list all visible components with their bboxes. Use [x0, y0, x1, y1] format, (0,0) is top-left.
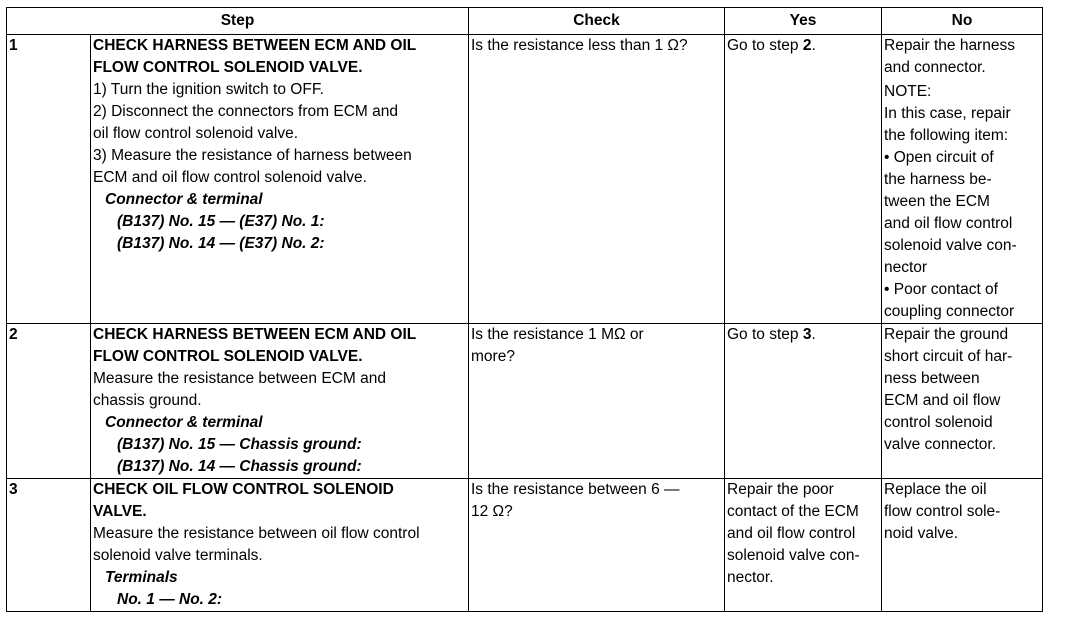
step-number: 1	[7, 35, 91, 324]
step-number: 2	[7, 324, 91, 479]
check-line: more?	[471, 348, 515, 365]
instruction-line: oil flow control solenoid valve.	[93, 125, 299, 142]
step-title: FLOW CONTROL SOLENOID VALVE.	[93, 348, 363, 365]
diagnostic-table	[6, 7, 1043, 612]
instruction-line: Measure the resistance between ECM and	[93, 370, 386, 387]
yes-step-number: 3	[802, 326, 812, 343]
yes-line: and oil flow control	[727, 525, 856, 542]
yes-text: Go to step	[727, 326, 803, 343]
instruction-line: Measure the resistance between oil flow control	[93, 525, 420, 542]
step-number: 3	[7, 479, 91, 612]
yes-text-end: .	[811, 37, 816, 54]
no-line: ness between	[884, 370, 980, 387]
no-line: ECM and oil flow	[884, 392, 1001, 409]
step-title: CHECK HARNESS BETWEEN ECM AND OIL	[93, 326, 417, 343]
yes-line: nector.	[727, 569, 774, 586]
check-line: 12 Ω?	[471, 503, 513, 520]
yes-cell	[725, 35, 882, 324]
terminal-line: (B137) No. 14 — (E37) No. 2:	[117, 235, 325, 252]
header-row	[7, 8, 1043, 35]
no-line: flow control sole-	[884, 503, 1001, 520]
instruction-line: 3) Measure the resistance of harness between	[93, 147, 412, 164]
step-cell	[91, 35, 469, 324]
yes-line: solenoid valve con-	[727, 547, 860, 564]
terminal-line: (B137) No. 15 — Chassis ground:	[117, 436, 362, 453]
bullet-line: coupling connector	[884, 303, 1015, 320]
header-check: Check	[469, 8, 725, 35]
table-row	[7, 324, 1043, 479]
bullet-item: • Poor contact of	[884, 279, 1040, 301]
terminal-line: (B137) No. 14 — Chassis ground:	[117, 458, 362, 475]
yes-line: contact of the ECM	[727, 503, 859, 520]
yes-cell	[725, 324, 882, 479]
check-cell	[469, 479, 725, 612]
step-cell	[91, 479, 469, 612]
instruction-line: ECM and oil flow control solenoid valve.	[93, 169, 367, 186]
no-cell	[882, 35, 1043, 324]
step-title: VALVE.	[93, 503, 147, 520]
connector-label: Connector & terminal	[105, 191, 263, 208]
no-line: and connector.	[884, 59, 986, 76]
bullet-line: nector	[884, 259, 928, 276]
header-no: No	[882, 8, 1043, 35]
bullet-line: solenoid valve con-	[884, 237, 1017, 254]
bullet-line: the harness be-	[884, 171, 992, 188]
connector-label: Connector & terminal	[105, 414, 263, 431]
no-cell	[882, 324, 1043, 479]
bullet-line: tween the ECM	[884, 193, 990, 210]
bullet-item: • Open circuit of	[884, 147, 1040, 169]
terminals-label: Terminals	[105, 569, 178, 586]
no-line: control solenoid	[884, 414, 993, 431]
note-line: In this case, repair	[884, 105, 1011, 122]
note-line: the following item:	[884, 127, 1009, 144]
yes-line: Repair the poor	[727, 481, 834, 498]
instruction-line: solenoid valve terminals.	[93, 547, 263, 564]
step-title: CHECK HARNESS BETWEEN ECM AND OIL	[93, 37, 417, 54]
yes-text: Go to step	[727, 37, 803, 54]
check-line: Is the resistance 1 MΩ or	[471, 326, 644, 343]
check-cell	[469, 324, 725, 479]
table-row	[7, 35, 1043, 324]
no-line: Repair the ground	[884, 326, 1009, 343]
terminal-line: (B137) No. 15 — (E37) No. 1:	[117, 213, 325, 230]
bullet-line: and oil flow control	[884, 215, 1013, 232]
yes-text-end: .	[811, 326, 816, 343]
no-line: short circuit of har-	[884, 348, 1013, 365]
instruction-line: 1) Turn the ignition switch to OFF.	[93, 81, 324, 98]
step-title: CHECK OIL FLOW CONTROL SOLENOID	[93, 481, 394, 498]
yes-step-number: 2	[802, 37, 812, 54]
no-line: noid valve.	[884, 525, 959, 542]
step-cell	[91, 324, 469, 479]
check-cell: Is the resistance less than 1 Ω?	[469, 35, 725, 324]
header-yes: Yes	[725, 8, 882, 35]
table-row	[7, 479, 1043, 612]
instruction-line: chassis ground.	[93, 392, 202, 409]
no-cell	[882, 479, 1043, 612]
step-title: FLOW CONTROL SOLENOID VALVE.	[93, 59, 363, 76]
no-line: valve connector.	[884, 436, 997, 453]
no-line: Repair the harness	[884, 37, 1015, 54]
note-label: NOTE:	[884, 83, 932, 100]
yes-cell	[725, 479, 882, 612]
terminal-line: No. 1 — No. 2:	[117, 591, 223, 608]
instruction-line: 2) Disconnect the connectors from ECM and	[93, 103, 398, 120]
header-step: Step	[7, 8, 469, 35]
no-line: Replace the oil	[884, 481, 987, 498]
check-line: Is the resistance between 6 —	[471, 481, 680, 498]
